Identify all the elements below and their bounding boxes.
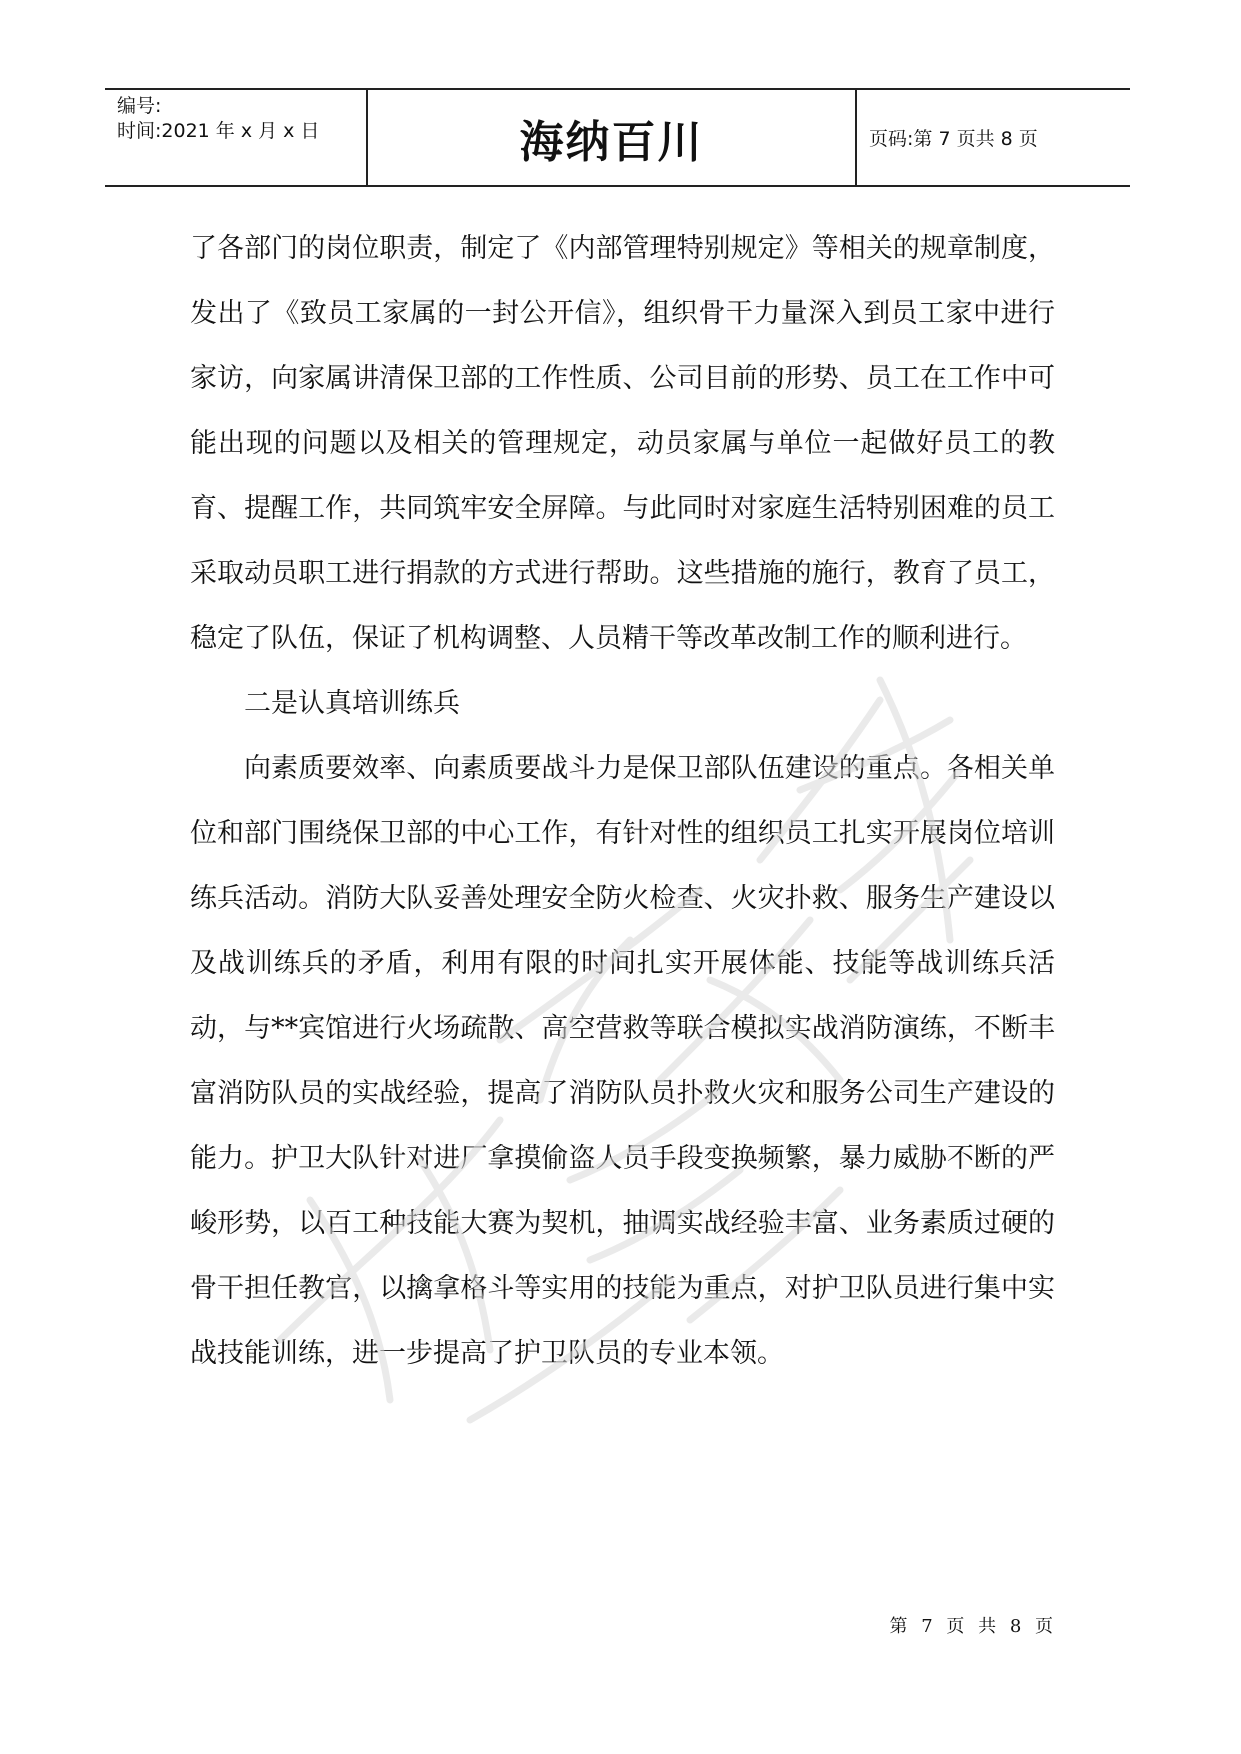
body-paragraph: 了各部门的岗位职责，制定了《内部管理特别规定》等相关的规章制度，发出了《致员工家属的一封公开信》，组织骨干力量深入到员工家中进行家访，向家属讲清保卫部的工作性质、公司目前的形势、员工在工作中可能出现的问题以及相关的管理规定，动员家属与单位一起做好员工的教育、提醒工作，共同筑牢安全屏障。与此同时对家庭生活特别困难的员工采取动员职工进行捐款的方式进行帮助。这些措施的施行，教育了员工，稳定了队伍，保证了机构调整、人员精干等改革改制工作的顺利进行。 xyxy=(190,233,1055,654)
header-page-cell xyxy=(857,90,1130,185)
document-body xyxy=(190,216,1055,1386)
page-footer: 第 7 页 共 8 页 xyxy=(889,1616,1057,1637)
document-time-label: 时间:2021 年 x 月 x 日 xyxy=(117,120,320,142)
body-paragraph: 向素质要效率、向素质要战斗力是保卫部队伍建设的重点。各相关单位和部门围绕保卫部的中心工作，有针对性的组织员工扎实开展岗位培训练兵活动。消防大队妥善处理安全防火检查、火灾扑救、服务生产建设以及战训练兵的矛盾，利用有限的时间扎实开展体能、技能等战训练兵活动，与**宾馆进行火场疏散、高空营救等联合模拟实战消防演练，不断丰富消防队员的实战经验，提高了消防队员扑救火灾和服务公司生产建设的能力。护卫大队针对进厂拿摸偷盗人员手段变换频繁，暴力威胁不断的严峻形势，以百工种技能大赛为契机，抽调实战经验丰富、业务素质过硬的骨干担任教官，以擒拿格斗等实用的技能为重点，对护卫队员进行集中实战技能训练，进一步提高了护卫队员的专业本领。 xyxy=(190,753,1055,1369)
section-heading: 二是认真培训练兵 xyxy=(244,688,460,719)
document-header xyxy=(105,88,1130,187)
header-brand-cell xyxy=(368,90,857,185)
document-number-label: 编号: xyxy=(117,95,162,117)
brand-title: 海纳百川 xyxy=(519,116,704,168)
header-page-label: 页码:第 7 页共 8 页 xyxy=(869,128,1038,150)
header-meta-cell xyxy=(105,90,368,185)
